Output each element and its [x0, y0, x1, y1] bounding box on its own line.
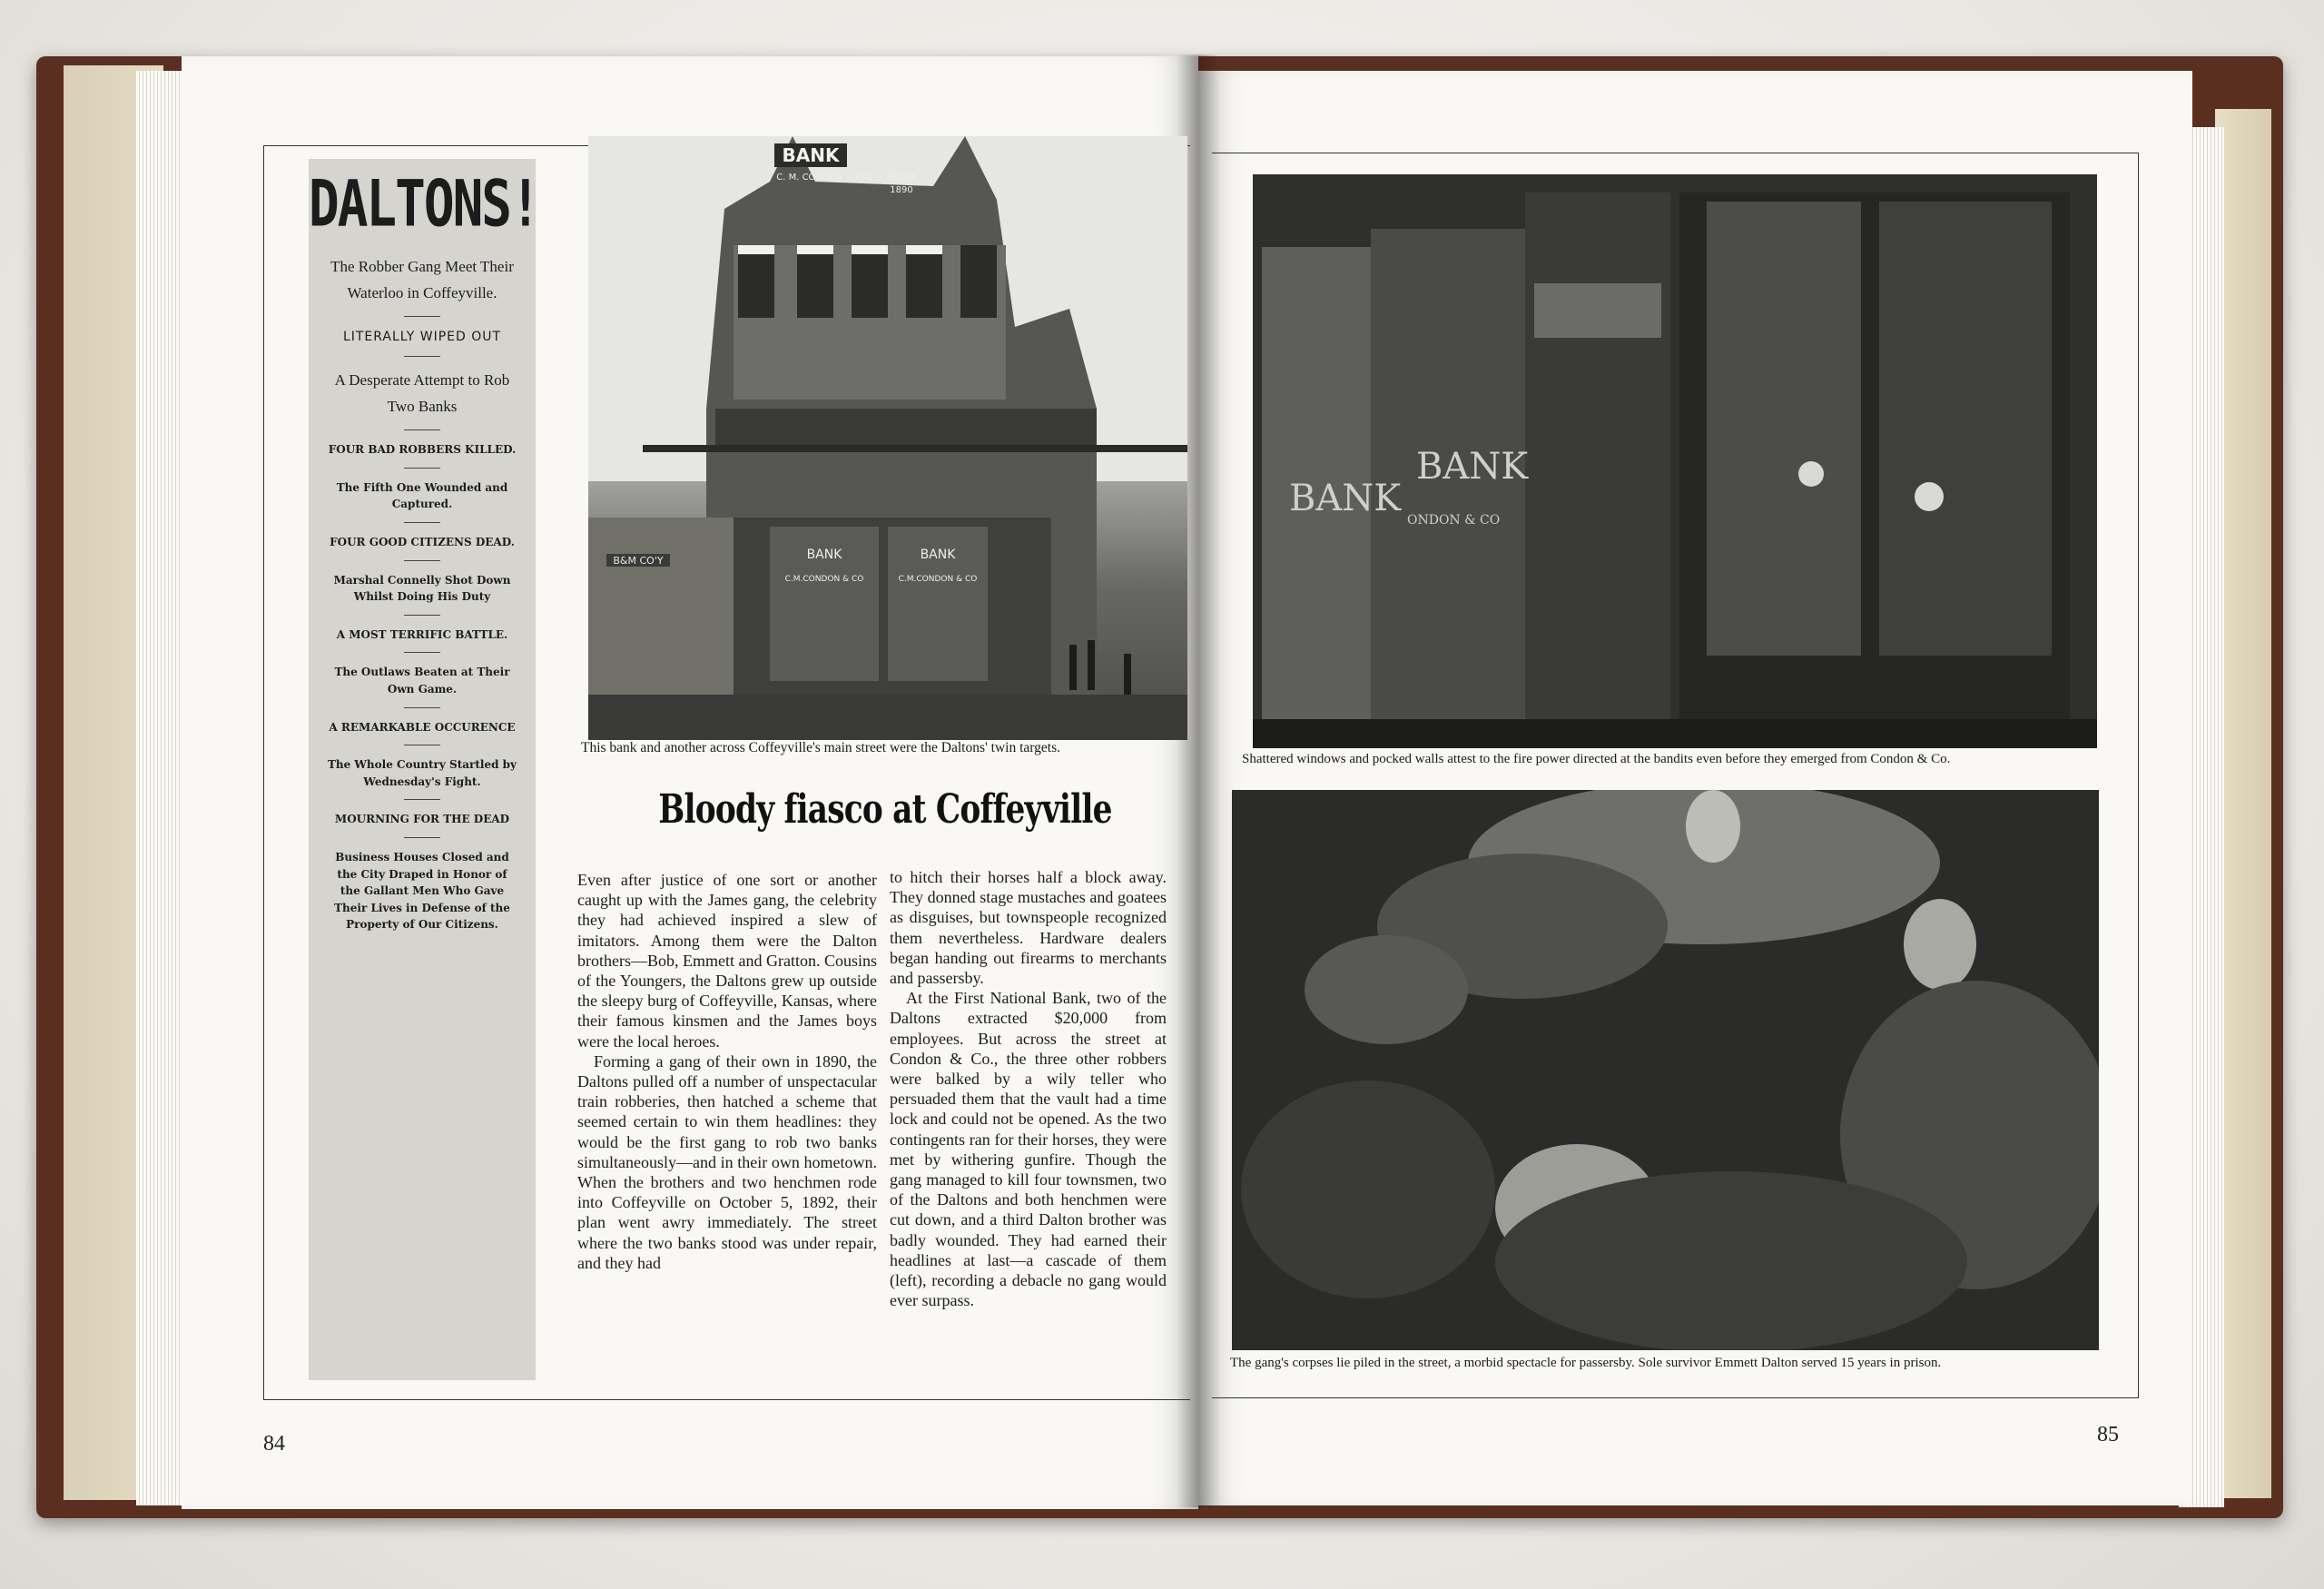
divider — [404, 799, 440, 800]
divider — [404, 429, 440, 430]
page-number-left: 84 — [263, 1432, 285, 1456]
window-text-left: BANK — [1289, 478, 1402, 519]
broadside-item: A Desperate Attempt to Rob Two Banks — [334, 371, 510, 416]
shattered-doors-photo — [1253, 174, 2097, 748]
divider — [404, 837, 440, 838]
divider — [404, 707, 440, 708]
corpses-photo-caption: The gang's corpses lie piled in the street, a morbid spectacle for passersby. Sole survivor Emmett Dalton served 15 years in prison. — [1230, 1356, 1942, 1370]
article-column-2 — [890, 867, 1167, 1310]
divider — [404, 356, 440, 357]
newspaper-broadside — [309, 159, 539, 1380]
broadside-item: Business Houses Closed and the City Draped in Honor of the Gallant Men Who Gave Their Lives in Defense of the Property of Our Citizens. — [334, 850, 510, 932]
divider — [404, 316, 440, 317]
shattered-doors-illustration — [1253, 174, 2097, 748]
broadside-item: Marshal Connelly Shot Down Whilst Doing His Duty — [333, 573, 511, 604]
divider — [404, 468, 440, 469]
divider — [404, 652, 440, 653]
broadside-item: The Outlaws Beaten at Their Own Game. — [334, 666, 510, 696]
broadside-item: MOURNING FOR THE DEAD — [334, 813, 510, 826]
divider — [404, 522, 440, 523]
broadside-item: The Whole Country Startled by Wednesday's Fight. — [327, 758, 517, 788]
bank-sign: BANK — [782, 144, 840, 166]
divider — [404, 615, 440, 616]
window-text-small: ONDON & CO — [1407, 513, 1501, 528]
broadside-item: FOUR BAD ROBBERS KILLED. — [328, 443, 517, 457]
bank-building-photo — [588, 136, 1187, 740]
article-paragraph: At the First National Bank, two of the Daltons extracted $20,000 from employees. But across the street at Condon & Co., the three other robbers were balked by a wily teller who persuaded them that the vault had a time lock and could not be opened. As the two contingents ran for their horses, they were met by withering gunfire. Though the gang managed to kill four townsmen, two of the Daltons and both henchmen were cut down, and a third Dalton brother was badly wounded. They had earned their headlines at last—a cascade of them (left), recording a debacle no gang would ever surpass. — [890, 989, 1167, 1310]
bank-building-illustration — [588, 136, 1187, 740]
article-column-1 — [577, 870, 877, 1273]
broadside-item: LITERALLY WIPED OUT — [342, 329, 502, 344]
divider — [404, 560, 440, 561]
window-text-right: BANK — [1416, 446, 1529, 488]
broadside-item: The Fifth One Wounded and Captured. — [336, 480, 508, 511]
bank-name-sign: C. M. CONDON & CO. — [776, 173, 872, 183]
page-number-right: 85 — [2097, 1423, 2119, 1446]
window-name: C.M.CONDON & CO — [898, 575, 978, 584]
gang-corpses-illustration — [1232, 790, 2099, 1350]
article-paragraph: Even after justice of one sort or another caught up with the James gang, the celebrity they had achieved inspired a slew of imitators. Among them were the Dalton brothers—Bob, Emmett and Gratton. Cousins of the Youngers, the Daltons grew up outside the sleepy burg of Coffeyville, Kansas, where their famous kinsmen and the James boys were the local heroes. — [577, 871, 877, 1051]
window-sign: BANK — [806, 548, 842, 562]
broadside-item: The Robber Gang Meet Their Waterloo in Coffeyville. — [330, 258, 514, 301]
window-sign: BANK — [920, 548, 956, 562]
gang-corpses-photo — [1232, 790, 2099, 1350]
window-name: C.M.CONDON & CO — [784, 575, 864, 584]
article-paragraph: to hitch their horses half a block away. They donned stage mustaches and goatees as disguises, but townspeople recognized them nevertheless. Hardware dealers began handing out firearms to merchants and passersby. — [890, 868, 1167, 988]
article-paragraph: Forming a gang of their own in 1890, the Daltons pulled off a number of unspectacular train robberies, then hatched a scheme that seemed certain to win them headlines: they would be the first gang to rob two banks simultaneously—and in their own hometown. When the brothers and two henchmen rode into Coffeyville on October 5, 1892, their plan went awry immediately. The street where the two banks stood was under repair, and they had — [577, 1051, 877, 1272]
doors-photo-caption: Shattered windows and pocked walls attest to the fire power directed at the bandits even before they emerged from Condon & Co. — [1242, 752, 1951, 766]
broadside-item: FOUR GOOD CITIZENS DEAD. — [330, 536, 515, 549]
broadside-title: DALTONS! — [309, 167, 539, 242]
year-sign: 1890 — [890, 185, 913, 195]
shop-sign: B&M CO'Y — [613, 555, 664, 567]
block-sign: BLOCK — [886, 173, 917, 183]
broadside-item: A MOST TERRIFIC BATTLE. — [336, 627, 508, 641]
article-headline: Bloody fiasco at Coffeyville — [658, 786, 1112, 833]
bank-photo-caption: This bank and another across Coffeyville's main street were the Daltons' twin targets. — [581, 740, 1060, 755]
broadside-item: A REMARKABLE OCCURENCE — [329, 720, 516, 734]
